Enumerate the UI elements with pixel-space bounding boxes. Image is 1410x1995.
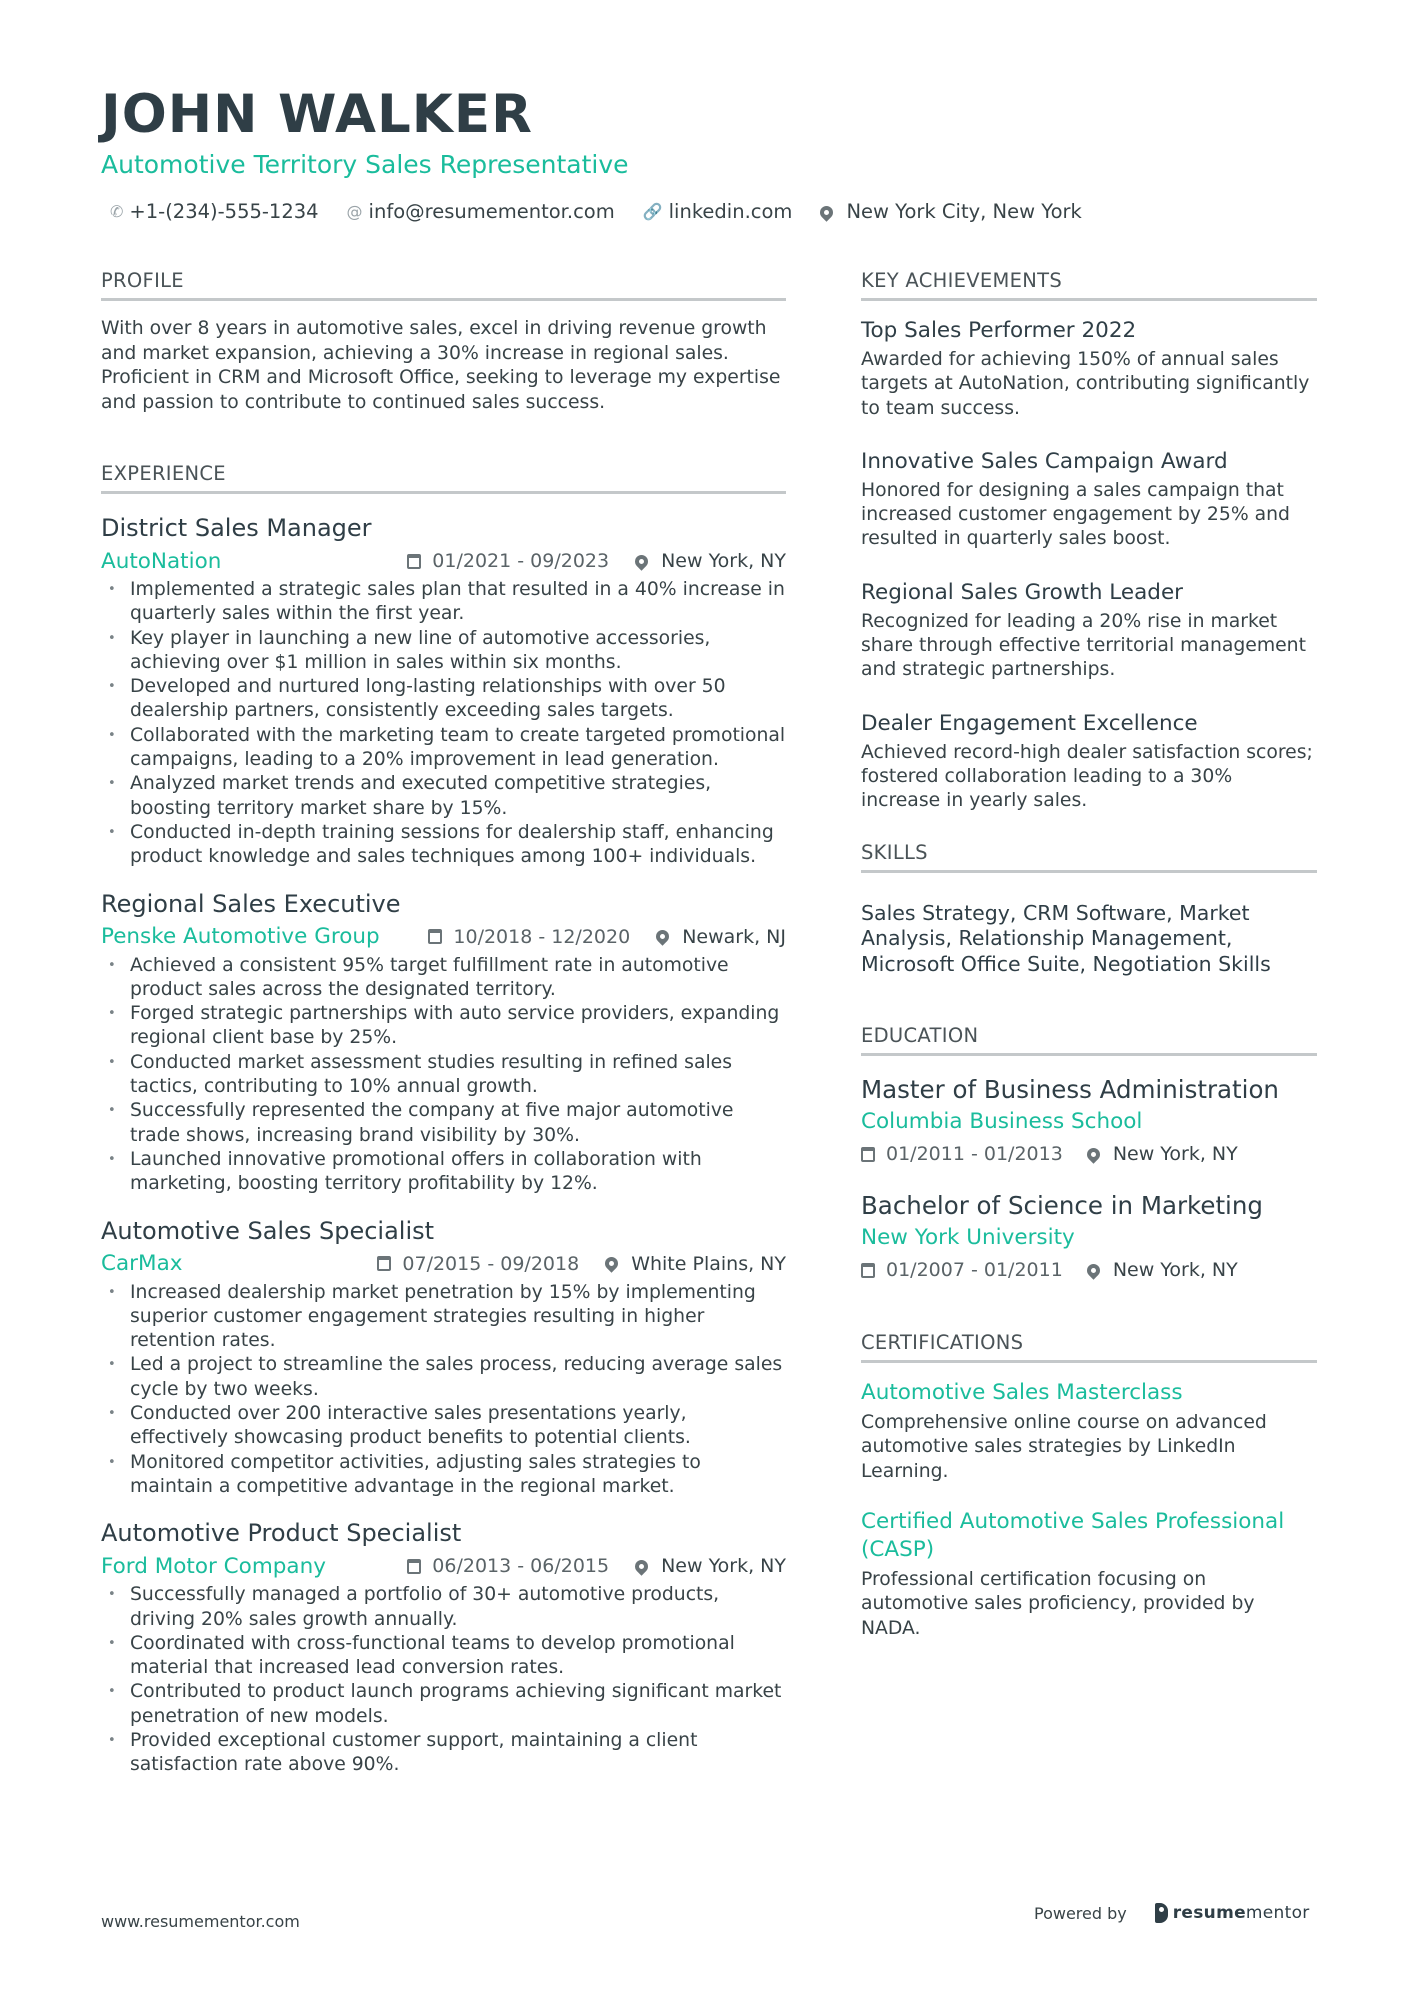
at-icon: @	[346, 202, 363, 221]
degree-title: Bachelor of Science in Marketing	[861, 1191, 1263, 1221]
skills-section	[861, 840, 1317, 978]
skills-text: Sales Strategy, CRM Software, Market Analysis, Relationship Management, Microsoft Office Suite, Negotiation Skills	[861, 900, 1271, 976]
education-dates	[861, 1259, 1063, 1281]
achievement-item	[861, 447, 1317, 552]
resumementor-logo-icon	[1155, 1903, 1168, 1923]
bullet-item: • Achieved a consistent 95% target fulfillment rate in automotive product sales across the designated territory.	[101, 954, 786, 1003]
bullet-item: • Key player in launching a new line of automotive accessories, achieving over $1 million in sales within six months.	[101, 627, 786, 676]
certifications-heading: CERTIFICATIONS	[861, 1330, 1317, 1363]
map-pin-icon	[1084, 1261, 1102, 1279]
bullet-item: • Successfully represented the company at five major automotive trade shows, increasing brand visibility by 30%.	[101, 1099, 786, 1148]
company-name: Ford Motor Company	[101, 1553, 326, 1579]
calendar-icon	[861, 1263, 875, 1278]
job-meta	[101, 1551, 786, 1581]
achievement-desc: Recognized for leading a 20% rise in market share through effective territorial management and strategic partnerships.	[861, 610, 1306, 681]
map-pin-icon	[1084, 1145, 1102, 1163]
degree-title: Master of Business Administration	[861, 1075, 1279, 1105]
bullet-item: • Provided exceptional customer support, maintaining a client satisfaction rate above 90%.	[101, 1729, 786, 1778]
map-pin-icon	[603, 1254, 621, 1272]
candidate-name: JOHN WALKER	[101, 84, 533, 145]
job-entry	[101, 512, 786, 870]
job-meta	[101, 1249, 786, 1279]
achievements-heading: KEY ACHIEVEMENTS	[861, 268, 1317, 301]
job-entry	[101, 1517, 786, 1777]
certification-title: Certified Automotive Sales Professional (CASP)	[861, 1508, 1285, 1562]
contact-linkedin[interactable]	[643, 198, 793, 226]
education-meta	[861, 1140, 1317, 1168]
education-item	[861, 1190, 1317, 1284]
education-dates	[861, 1143, 1063, 1165]
company-name: CarMax	[101, 1251, 183, 1277]
company-name: Penske Automotive Group	[101, 924, 380, 950]
job-dates-text: 10/2018 - 12/2020	[453, 925, 631, 948]
footer-website[interactable]: www.resumementor.com	[101, 1912, 300, 1931]
job-location	[605, 1253, 786, 1275]
job-entry	[101, 1215, 786, 1500]
job-location-text: New York, NY	[661, 1555, 786, 1578]
certification-desc: Professional certification focusing on automotive sales proficiency, provided by NADA.	[861, 1568, 1255, 1639]
job-bullets	[101, 1281, 786, 1500]
certification-desc: Comprehensive online course on advanced automotive sales strategies by LinkedIn Learning.	[861, 1412, 1267, 1482]
bullet-item: • Increased dealership market penetration by 15% by implementing superior customer engagement strategies resulting in higher retention rates.	[101, 1281, 786, 1354]
education-dates-text: 01/2007 - 01/2011	[886, 1259, 1063, 1282]
job-dates-text: 07/2015 - 09/2018	[402, 1252, 580, 1275]
contact-location	[820, 198, 1081, 226]
bullet-item: • Led a project to streamline the sales process, reducing average sales cycle by two weeks.	[101, 1353, 786, 1402]
job-meta	[101, 922, 786, 952]
job-bullets	[101, 954, 786, 1197]
job-meta	[101, 546, 786, 576]
job-location-text: New York, NY	[661, 550, 786, 572]
education-location-text: New York, NY	[1112, 1259, 1238, 1282]
job-dates	[428, 926, 630, 948]
education-location	[1087, 1259, 1238, 1281]
bullet-item: • Implemented a strategic sales plan that resulted in a 40% increase in quarterly sales within the first year.	[101, 578, 786, 627]
achievement-desc: Honored for designing a sales campaign that increased customer engagement by 25% and resulted in quarterly sales boost.	[861, 479, 1290, 550]
achievement-desc: Achieved record-high dealer satisfaction scores; fostered collaboration leading to a 30% increase in yearly sales.	[861, 741, 1313, 812]
job-bullets	[101, 578, 786, 870]
bullet-item: • Contributed to product launch programs achieving significant market penetration of new models.	[101, 1680, 786, 1729]
bullet-item: • Conducted in-depth training sessions for dealership staff, enhancing product knowledge and sales techniques among 100+ individuals.	[101, 821, 786, 870]
certification-title: Automotive Sales Masterclass	[861, 1380, 1183, 1406]
link-icon: 🔗	[642, 202, 663, 221]
achievement-title: Innovative Sales Campaign Award	[861, 448, 1228, 474]
education-meta	[861, 1256, 1317, 1284]
education-heading: EDUCATION	[861, 1023, 1317, 1056]
contact-email[interactable]	[347, 198, 615, 226]
profile-text: With over 8 years in automotive sales, excel in driving revenue growth and market expansion, achieving a 30% increase in regional sales. Proficient in CRM and Microsoft Office, seeking to leverage my expertise and passion to contribute to continued sales success.	[101, 318, 781, 413]
job-bullets	[101, 1583, 786, 1777]
experience-heading: EXPERIENCE	[101, 461, 786, 494]
bullet-item: • Collaborated with the marketing team to create targeted promotional campaigns, leading to a 20% improvement in lead generation.	[101, 724, 786, 773]
achievement-item	[861, 578, 1317, 683]
bullet-item: • Successfully managed a portfolio of 30+ automotive products, driving 20% sales growth annually.	[101, 1583, 786, 1632]
job-location	[635, 550, 786, 572]
bullet-item: • Conducted over 200 interactive sales presentations yearly, effectively showcasing product benefits to potential clients.	[101, 1402, 786, 1451]
certification-item	[861, 1508, 1317, 1641]
powered-by-label: Powered by	[1034, 1903, 1127, 1923]
education-location-text: New York, NY	[1112, 1143, 1238, 1166]
job-location	[635, 1555, 786, 1577]
certification-item	[861, 1379, 1317, 1484]
education-item	[861, 1074, 1317, 1168]
linkedin-text[interactable]: linkedin.com	[668, 200, 793, 223]
map-pin-icon	[632, 552, 650, 570]
logo-light-part: mentor	[1245, 1903, 1310, 1923]
job-dates	[407, 1555, 609, 1577]
job-location	[656, 926, 786, 948]
contact-phone	[110, 198, 319, 226]
achievement-item	[861, 316, 1317, 421]
education-dates-text: 01/2011 - 01/2013	[886, 1143, 1063, 1166]
map-pin-icon	[654, 927, 672, 945]
certifications-section	[861, 1330, 1317, 1641]
calendar-icon	[861, 1147, 875, 1162]
footer-branding	[1034, 1903, 1310, 1923]
job-title: District Sales Manager	[101, 514, 372, 542]
bullet-item: • Forged strategic partnerships with auto service providers, expanding regional client base by 25%.	[101, 1002, 786, 1051]
job-title: Automotive Sales Specialist	[101, 1216, 435, 1245]
school-name: Columbia Business School	[861, 1109, 1143, 1135]
calendar-icon	[407, 554, 421, 569]
map-pin-icon	[818, 203, 836, 221]
phone-icon: ✆	[110, 202, 124, 221]
bullet-item: • Conducted market assessment studies resulting in refined sales tactics, contributing to 10% annual growth.	[101, 1051, 786, 1100]
job-dates	[377, 1253, 579, 1275]
company-name: AutoNation	[101, 548, 222, 574]
map-pin-icon	[632, 1557, 650, 1575]
location-text: New York City, New York	[846, 200, 1082, 223]
resumementor-logo-text[interactable]	[1173, 1903, 1310, 1923]
achievements-section	[861, 268, 1317, 814]
phone-text: +1-(234)-555-1234	[129, 200, 319, 223]
job-location-text: White Plains, NY	[631, 1252, 786, 1275]
achievements-list	[861, 316, 1317, 814]
bullet-item: • Analyzed market trends and executed competitive strategies, boosting territory market share by 15%.	[101, 772, 786, 821]
experience-section	[101, 461, 786, 1778]
calendar-icon	[407, 1559, 421, 1574]
job-entry	[101, 888, 786, 1197]
bullet-item: • Monitored competitor activities, adjusting sales strategies to maintain a competitive advantage in the regional market.	[101, 1451, 786, 1500]
calendar-icon	[377, 1256, 391, 1271]
achievement-title: Dealer Engagement Excellence	[861, 710, 1198, 736]
achievement-desc: Awarded for achieving 150% of annual sales targets at AutoNation, contributing significantly to team success.	[861, 349, 1310, 419]
achievement-item	[861, 709, 1317, 814]
logo-bold-part: resume	[1172, 1903, 1246, 1923]
job-dates-text: 01/2021 - 09/2023	[432, 550, 610, 572]
bullet-item: • Coordinated with cross-functional teams to develop promotional material that increased lead conversion rates.	[101, 1632, 786, 1681]
profile-section	[101, 268, 786, 415]
school-name: New York University	[861, 1225, 1075, 1251]
education-section	[861, 1023, 1317, 1284]
job-title: Automotive Product Specialist	[101, 1519, 462, 1548]
job-dates	[407, 550, 609, 572]
achievement-title: Top Sales Performer 2022	[861, 318, 1137, 343]
achievement-title: Regional Sales Growth Leader	[861, 579, 1184, 605]
job-dates-text: 06/2013 - 06/2015	[432, 1555, 610, 1578]
candidate-headline: Automotive Territory Sales Representative	[101, 150, 629, 179]
bullet-item: • Launched innovative promotional offers in collaboration with marketing, boosting territory profitability by 12%.	[101, 1148, 786, 1197]
bullet-item: • Developed and nurtured long-lasting relationships with over 50 dealership partners, consistently exceeding sales targets.	[101, 675, 786, 724]
profile-heading: PROFILE	[101, 268, 786, 301]
right-column	[861, 268, 1317, 1641]
calendar-icon	[428, 929, 442, 944]
job-location-text: Newark, NJ	[682, 925, 786, 948]
email-text[interactable]: info@resumementor.com	[368, 200, 615, 223]
contact-bar	[110, 198, 1110, 226]
left-column	[101, 268, 786, 1778]
skills-heading: SKILLS	[861, 840, 1317, 873]
job-title: Regional Sales Executive	[101, 889, 401, 918]
education-location	[1087, 1143, 1238, 1165]
